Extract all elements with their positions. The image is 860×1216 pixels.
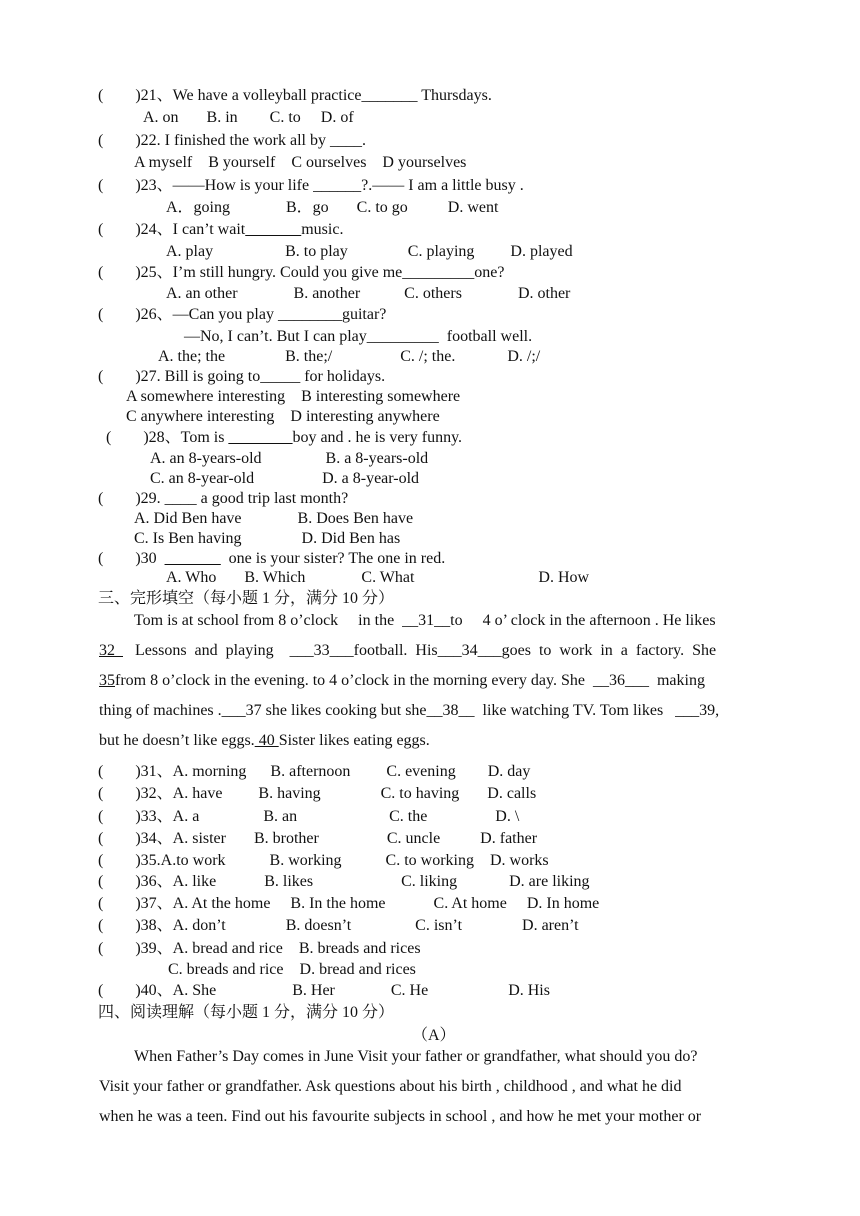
cloze-text: he likes cooking but she <box>271 702 427 719</box>
q29-options-1: A. Did Ben have B. Does Ben have <box>134 510 414 527</box>
q27-options-2: C anywhere interesting D interesting anywhere <box>126 408 440 425</box>
q29-options-2: C. Is Ben having D. Did Ben has <box>134 530 401 547</box>
blank-40: 40 <box>254 732 279 749</box>
q22-options: A myself B yourself C ourselves D yourselves <box>134 154 467 171</box>
q28-options-1: A. an 8-years-old B. a 8-years-old <box>150 450 429 467</box>
q28-stem-end: boy and . he is very funny. <box>292 429 463 446</box>
cloze-line-3 <box>99 671 705 691</box>
q24-stem-start: ( )24、I can’t wait <box>98 221 246 238</box>
section3-title: 三、完形填空（每小题 1 分，满分 10 分） <box>98 590 395 607</box>
blank-39: ___39, <box>675 702 720 719</box>
q29-stem: ( )29. ____ a good trip last month? <box>98 490 349 507</box>
q35: ( )35.A.to work B. working C. to working D. works <box>98 852 549 869</box>
q32: ( )32、A. have B. having C. to having D. calls <box>98 785 537 802</box>
q27-stem: ( )27. Bill is going to_____ for holidays. <box>98 368 386 385</box>
q26-stem: ( )26、―Can you play ________guitar? <box>98 306 387 323</box>
cloze-text: but he doesn’t like eggs. <box>99 732 255 749</box>
q25-stem-end: one? <box>474 264 505 281</box>
q24-stem-end: music. <box>301 221 344 238</box>
q25-stem <box>98 263 504 283</box>
q33: ( )33、A. a B. an C. the D. \ <box>98 808 520 825</box>
q26-reply-end: football well. <box>438 328 533 345</box>
cloze-line-1 <box>134 611 716 631</box>
reading-line-2: Visit your father or grandfather. Ask questions about his birth , childhood , and what he did <box>99 1078 682 1095</box>
q26-reply <box>184 327 532 347</box>
q24-blank <box>245 221 301 238</box>
q30-stem-start: ( )30 <box>98 550 165 567</box>
q28-options-2: C. an 8-year-old D. a 8-year-old <box>150 470 420 487</box>
cloze-text: Tom is at school from 8 o’clock in the <box>134 612 403 629</box>
q30-stem-end: one is your sister? The one in red. <box>220 550 446 567</box>
cloze-text: from 8 o’clock in the evening. to 4 o’clock in the morning every day. She <box>115 672 593 689</box>
passage-a-label: （A） <box>412 1027 456 1044</box>
blank-36: __36___ <box>592 672 649 689</box>
blank-33: ___33___ <box>289 642 354 659</box>
cloze-line-2 <box>99 641 716 661</box>
q24-options: A. play B. to play C. playing D. played <box>166 243 573 260</box>
cloze-text: Sister likes eating eggs. <box>278 732 430 749</box>
q26-blank: _________ <box>366 328 439 345</box>
q23-stem: ( )23、——How is your life ______?.—— I am a little busy . <box>98 177 524 194</box>
cloze-text: goes to work in a factory. She <box>501 642 717 659</box>
blank-34: ___34___ <box>437 642 502 659</box>
q36: ( )36、A. like B. likes C. liking D. are liking <box>98 873 590 890</box>
q25-options: A. an other B. another C. others D. other <box>166 285 571 302</box>
q30-options: A. Who B. Which C. What D. How <box>166 569 590 586</box>
q37: ( )37、A. At the home B. In the home C. At home D. In home <box>98 895 600 912</box>
q38: ( )38、A. don’t B. doesn’t C. isn’t D. aren’t <box>98 917 579 934</box>
q23-options: A．going B．go C. to go D. went <box>166 199 499 216</box>
cloze-text: football. His <box>353 642 438 659</box>
q39-line-1: ( )39、A. bread and rice B. breads and rices <box>98 940 421 957</box>
q30-blank: _______ <box>164 550 221 567</box>
blank-37: ___37 s <box>221 702 272 719</box>
cloze-text: to 4 o’ clock in the afternoon . He likes <box>450 612 716 629</box>
q26-options: A. the; the B. the;/ C. /; the. D. /;/ <box>158 348 541 365</box>
cloze-text: like watching TV. Tom likes <box>474 702 676 719</box>
q31: ( )31、A. morning B. afternoon C. evening D. day <box>98 763 531 780</box>
q24-stem <box>98 220 343 240</box>
q34: ( )34、A. sister B. brother C. uncle D. father <box>98 830 538 847</box>
q26-reply-start: ―No, I can’t. But I can play <box>184 328 367 345</box>
q39-line-2: C. breads and rice D. bread and rices <box>168 961 416 978</box>
reading-line-3: when he was a teen. Find out his favourite subjects in school , and how he met your mother or <box>99 1108 702 1125</box>
q22-stem: ( )22. I finished the work all by ____. <box>98 132 366 149</box>
q27-options-1: A somewhere interesting B interesting somewhere <box>126 388 461 405</box>
q40: ( )40、A. She B. Her C. He D. His <box>98 982 550 999</box>
blank-35: 35 <box>99 672 115 689</box>
cloze-line-5 <box>99 731 430 751</box>
cloze-text: thing of machines . <box>99 702 222 719</box>
q25-blank: _________ <box>402 264 475 281</box>
cloze-line-4 <box>99 701 719 721</box>
cloze-text: Lessons and playing <box>123 642 290 659</box>
cloze-text: making <box>648 672 705 689</box>
q28-blank: ________ <box>228 429 293 446</box>
q28-stem <box>106 428 462 448</box>
blank-38: __38__ <box>426 702 475 719</box>
section4-title: 四、阅读理解（每小题 1 分，满分 10 分） <box>98 1004 395 1021</box>
blank-32: 32 <box>99 642 123 659</box>
q21-stem: ( )21、We have a volleyball practice_______ Thursdays. <box>98 87 492 104</box>
q25-stem-start: ( )25、I’m still hungry. Could you give me <box>98 264 403 281</box>
q21-options: A. on B. in C. to D. of <box>143 109 354 126</box>
q30-stem <box>98 549 445 569</box>
blank-31: __31__ <box>402 612 451 629</box>
reading-line-1: When Father’s Day comes in June Visit your father or grandfather, what should you do? <box>134 1048 698 1065</box>
q28-stem-start: ( )28、Tom is <box>106 429 229 446</box>
